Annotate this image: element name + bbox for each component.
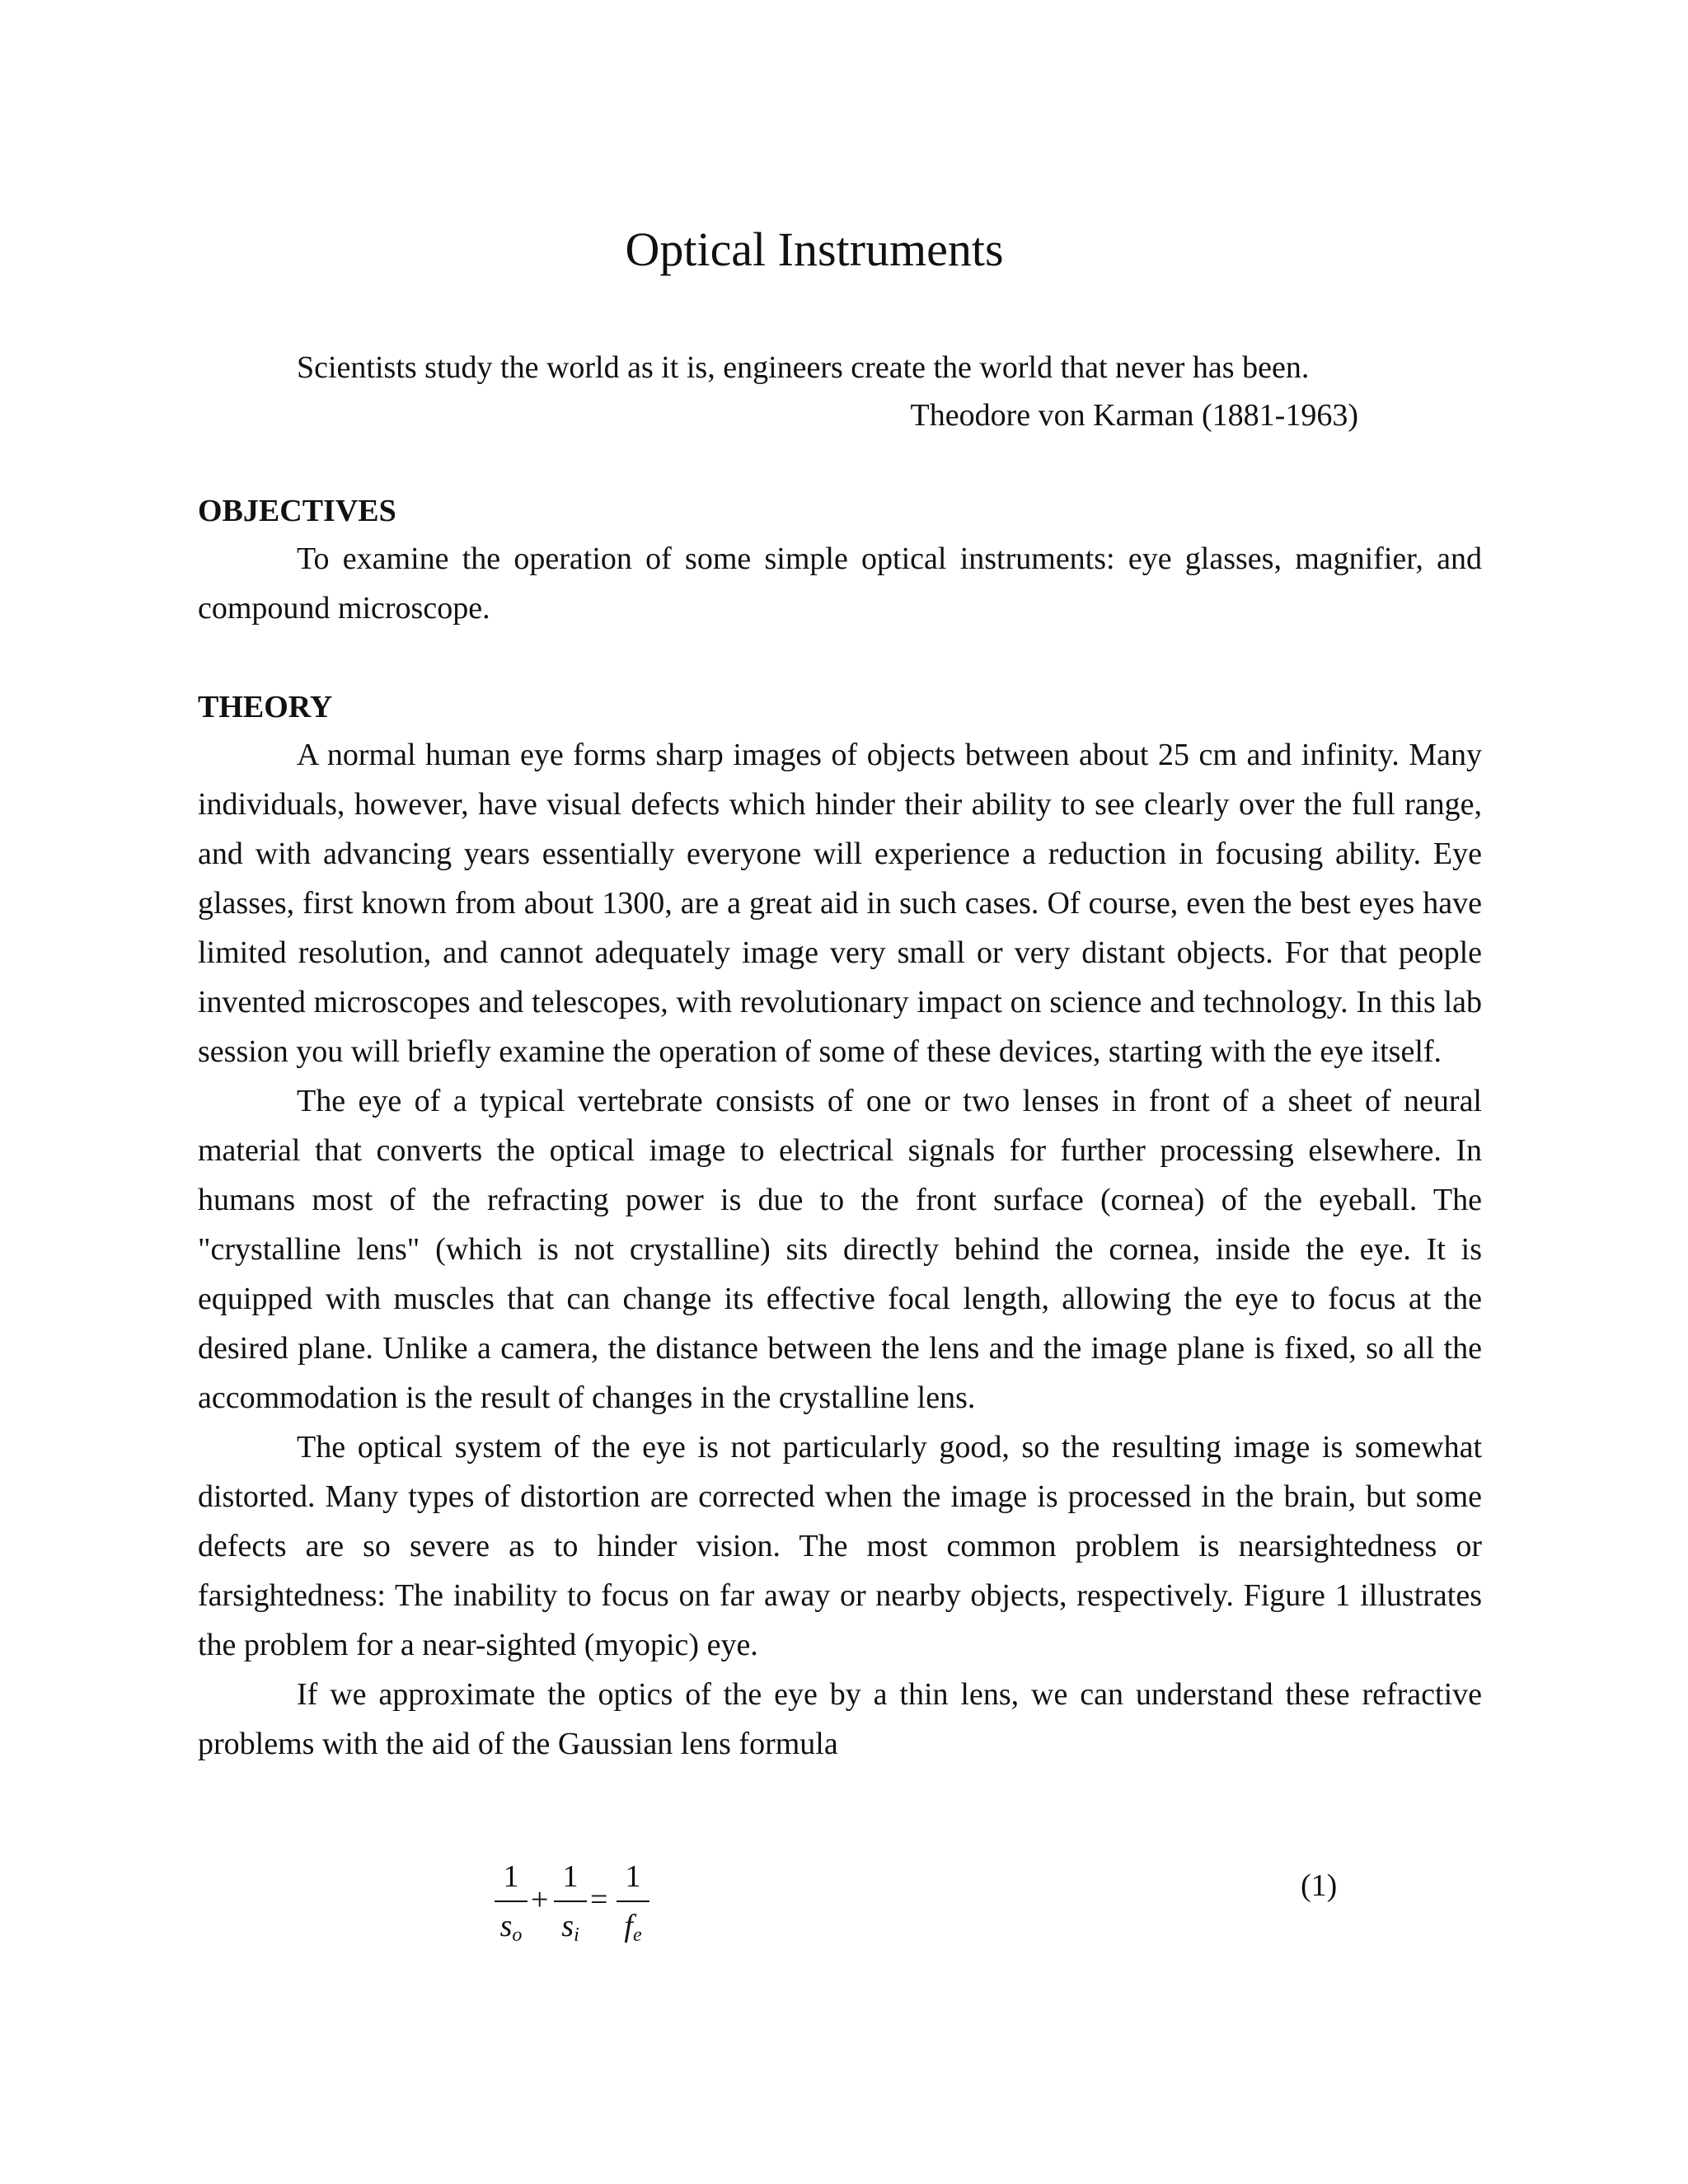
- fraction-numerator: 1: [625, 1859, 641, 1894]
- fraction-numerator: 1: [562, 1859, 579, 1894]
- denominator-var: f: [624, 1909, 633, 1943]
- epigraph-attribution: Theodore von Karman (1881-1963): [910, 398, 1358, 433]
- theory-paragraph-4: If we approximate the optics of the eye by a thin lens, we can understand these refractive problems with the aid of the Gaussian lens formula: [198, 1677, 1482, 1761]
- denominator-var: s: [499, 1909, 513, 1943]
- fraction-one-over-so: [495, 1856, 528, 1947]
- theory-body: [198, 730, 1482, 1769]
- objectives-body: [198, 534, 1482, 633]
- fraction-one-over-fe: [617, 1856, 649, 1947]
- fraction-denominator: [617, 1905, 649, 1947]
- fraction-bar: [617, 1900, 649, 1902]
- page-title: Optical Instruments: [625, 223, 1004, 276]
- fraction-numerator: 1: [503, 1859, 519, 1894]
- fraction-one-over-si: [554, 1856, 587, 1947]
- fraction-bar: [495, 1900, 528, 1902]
- denominator-subscript: i: [574, 1924, 579, 1946]
- theory-paragraph-3: The optical system of the eye is not particularly good, so the resulting image is somewhat distorted. Many types of distortion are corrected when the image is processed in the brain, but some defects are so severe as to hinder vision. The most common problem is nearsightedness or farsightedness: The inability to focus on far away or nearby objects, respectively. Figure 1 illustrates the problem for a near-sighted (myopic) eye.: [198, 1430, 1482, 1662]
- fraction-bar: [554, 1900, 587, 1902]
- equation-number: (1): [1301, 1868, 1338, 1903]
- epigraph-quote: Scientists study the world as it is, engineers create the world that never has been.: [297, 350, 1310, 385]
- theory-heading: THEORY: [198, 690, 333, 724]
- equals-sign: =: [590, 1882, 608, 1917]
- denominator-var: s: [561, 1909, 574, 1943]
- denominator-subscript: e: [632, 1924, 642, 1946]
- plus-sign: +: [531, 1882, 549, 1917]
- fraction-denominator: [554, 1905, 587, 1947]
- theory-paragraph-1: A normal human eye forms sharp images of objects between about 25 cm and infinity. Many individuals, however, have visual defects which hinder their ability to see clearly over the full range, and with advancing years essentially everyone will experience a reduction in focusing ability. Eye glasses, first known from about 1300, are a great aid in such cases. Of course, even the best eyes have limited resolution, and cannot adequately image very small or very distant objects. For that people invented microscopes and telescopes, with revolutionary impact on science and technology. In this lab session you will briefly examine the operation of some of these devices, starting with the eye itself.: [198, 738, 1482, 1069]
- objectives-heading: OBJECTIVES: [198, 494, 396, 528]
- objectives-paragraph: To examine the operation of some simple optical instruments: eye glasses, magnifier, and compound microscope.: [198, 541, 1482, 626]
- fraction-denominator: [495, 1905, 528, 1947]
- theory-paragraph-2: The eye of a typical vertebrate consists of one or two lenses in front of a sheet of neural material that converts the optical image to electrical signals for further processing elsewhere. In humans most of the refracting power is due to the front surface (cornea) of the eyeball. The "crystalline lens" (which is not crystalline) sits directly behind the cornea, inside the eye. It is equipped with muscles that can change its effective focal length, allowing the eye to focus at the desired plane. Unlike a camera, the distance between the lens and the image plane is fixed, so all the accommodation is the result of changes in the crystalline lens.: [198, 1084, 1482, 1415]
- denominator-subscript: o: [512, 1924, 523, 1946]
